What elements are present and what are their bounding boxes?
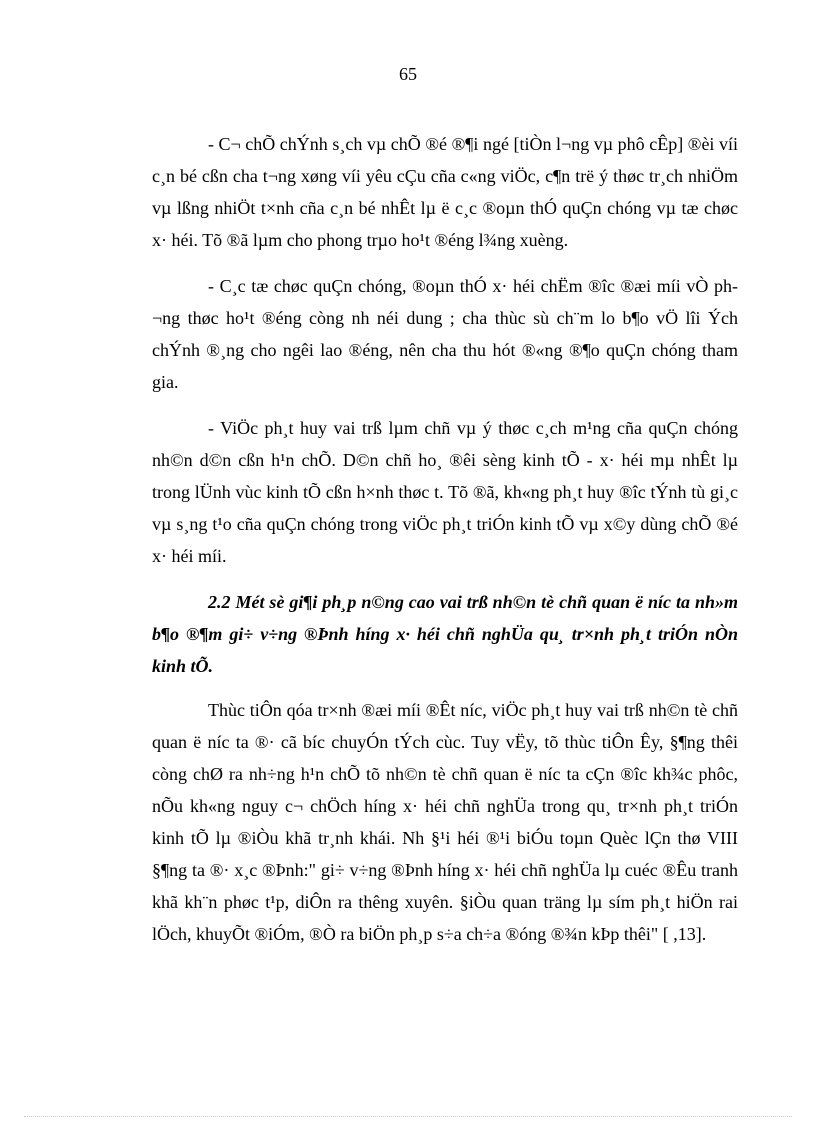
section-heading: 2.2 Mét sè gi¶i ph¸p n©ng cao vai trß nh©n tè chñ quan ë níc ta nh»m b¶o ®¶m gi÷ v÷ng ®Þnh híng x· héi chñ nghÜa qu¸ tr×nh ph¸t triÓn nÒn kinh tÕ.	[152, 592, 738, 676]
paragraph-3: - ViÖc ph¸t huy vai trß lµm chñ vµ ý thøc c¸ch m¹ng cña quÇn chóng nh©n d©n cßn h¹n chÕ. D©n chñ ho¸ ®êi sèng kinh tÕ - x· héi mµ nhÊt lµ trong lÜnh vùc kinh tÕ cßn h×nh thøc t. Tõ ®ã, kh«ng ph¸t huy ®îc tÝnh tù gi¸c vµ s¸ng t¹o cña quÇn chóng trong viÖc ph¸t triÓn kinh tÕ vµ x©y dùng chÕ ®é x· héi míi.	[152, 418, 738, 566]
document-body	[152, 128, 738, 964]
paragraph-4: Thùc tiÔn qóa tr×nh ®æi míi ®Êt níc, viÖc ph¸t huy vai trß nh©n tè chñ quan ë níc ta ®· cã bíc chuyÓn tÝch cùc. Tuy vËy, tõ thùc tiÔn Êy, §¶ng thêi còng chØ ra nh÷ng h¹n chÕ tõ nh©n tè chñ quan ë níc ta cÇn ®îc kh¾c phôc, nÕu kh«ng nguy c¬ chÖch híng x· héi chñ nghÜa trong qu¸ tr×nh ph¸t triÓn kinh tÕ lµ ®iÒu khã tr¸nh khái. Nh §¹i héi ®¹i biÓu toµn Quèc lÇn thø VIII §¶ng ta ®· x¸c ®Þnh:" gi÷ v÷ng ®Þnh híng x· héi chñ nghÜa lµ cuéc ®Êu tranh khã kh¨n phøc t¹p, diÔn ra thêng xuyên. §iÒu quan träng lµ sím ph¸t hiÖn rai lÖch, khuyÕt ®iÓm, ®Ò ra biÖn ph¸p s÷a ch÷a ®óng ®¾n kÞp thêi" [ ,13].	[152, 700, 738, 944]
paragraph-1: - C¬ chÕ chÝnh s¸ch vµ chÕ ®é ®¶i ngé [tiÒn l¬ng vµ phô cÊp] ®èi víi c¸n bé cßn cha t¬ng xøng víi yêu cÇu cña c«ng viÖc, c¶n trë ý thøc tr¸ch nhiÖm vµ lßng nhiÖt t×nh cña c¸n bé nhÊt lµ ë c¸c ®oµn thÓ quÇn chóng vµ tæ chøc x· héi. Tõ ®ã lµm cho phong trµo ho¹t ®éng l¾ng xuèng.	[152, 134, 738, 250]
footer-divider	[24, 1116, 792, 1117]
page-number: 65	[399, 64, 417, 84]
paragraph-2: - C¸c tæ chøc quÇn chóng, ®oµn thÓ x· héi chËm ®îc ®æi míi vÒ ph¬ng thøc ho¹t ®éng còng nh néi dung ; cha thùc sù ch¨m lo b¶o vÖ lîi Ých chÝnh ®¸ng cho ngêi lao ®éng, nên cha thu hót ®«ng ®¶o quÇn chóng tham gia.	[152, 276, 738, 392]
